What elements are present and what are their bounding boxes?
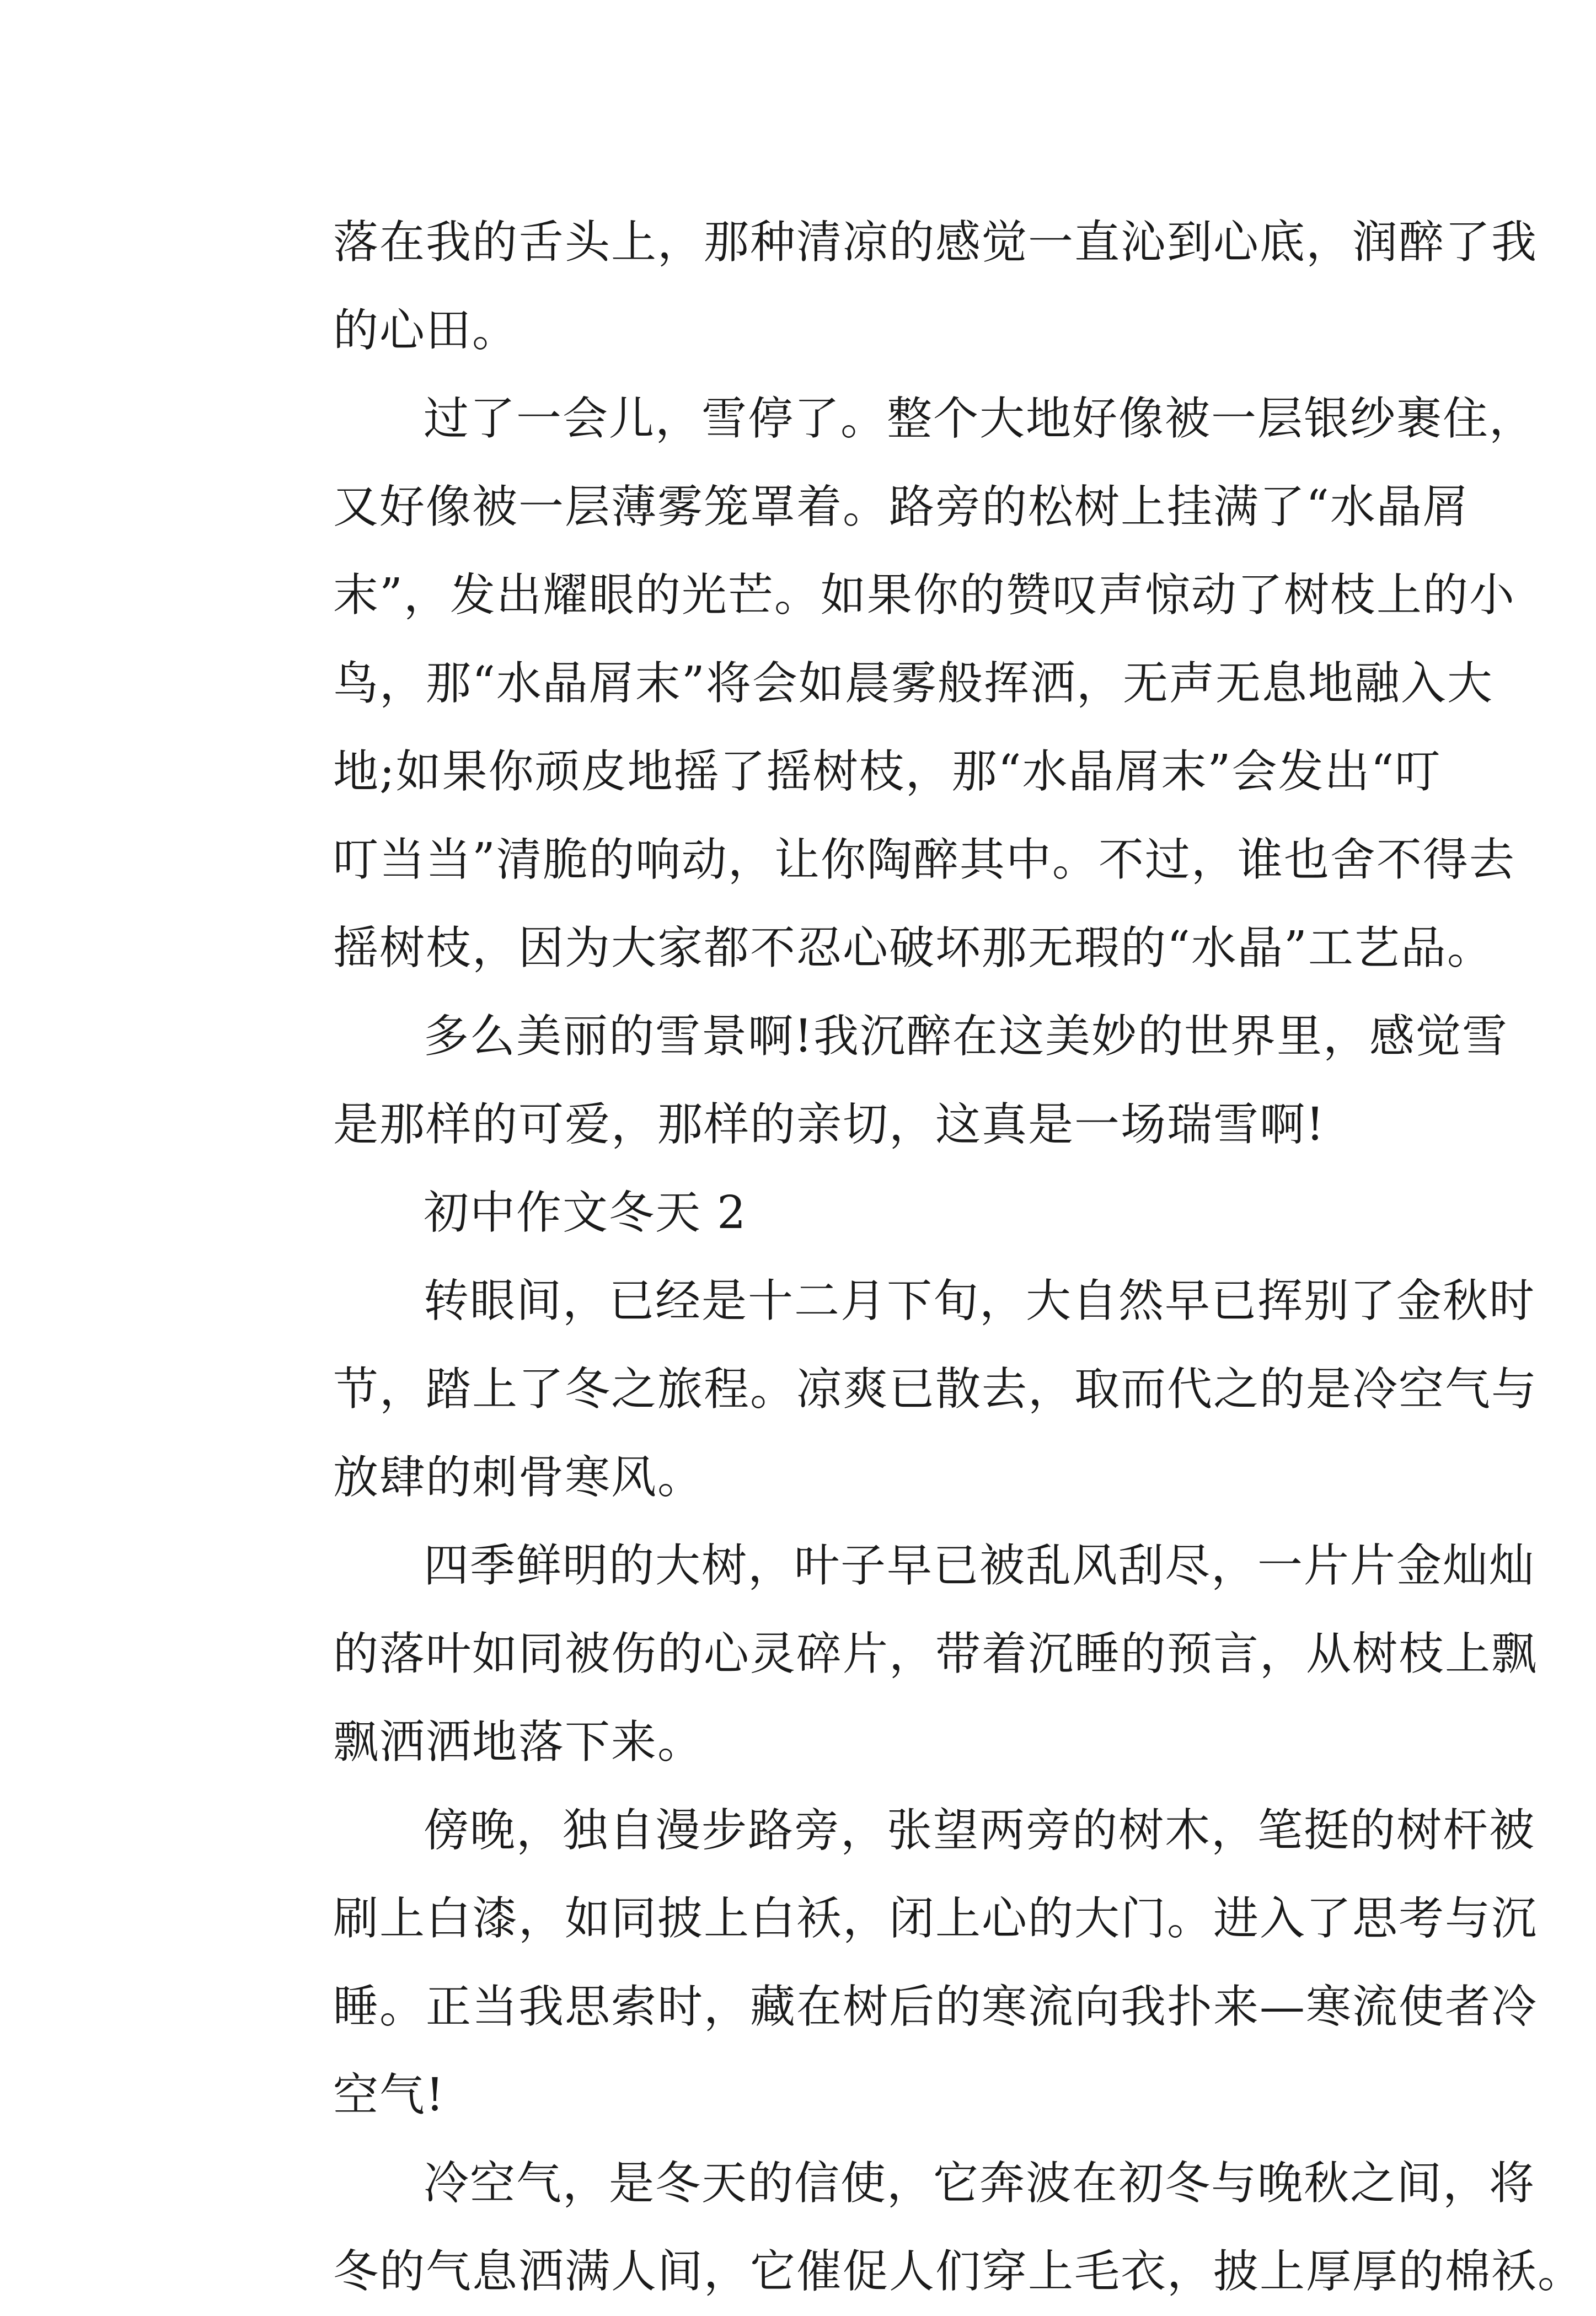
text-line: 地;如果你顽皮地摇了摇树枝，那“水晶屑末”会发出“叮 xyxy=(333,746,1442,798)
text-line: 叮当当”清脆的响动，让你陶醉其中。不过，谁也舍不得去 xyxy=(333,834,1515,886)
text-line: 过了一会儿，雪停了。整个大地好像被一层银纱裹住， xyxy=(424,393,1536,445)
text-line: 转眼间，已经是十二月下旬，大自然早已挥别了金秋时 xyxy=(424,1275,1536,1327)
text-line: 空气! xyxy=(333,2069,445,2121)
paragraph xyxy=(243,2140,1584,2316)
text-line: 多么美丽的雪景啊!我沉醉在这美妙的世界里，感觉雪 xyxy=(424,1010,1508,1063)
paragraph xyxy=(243,1257,1538,1522)
text-line: 又好像被一层薄雾笼罩着。路旁的松树上挂满了“水晶屑 xyxy=(333,481,1469,533)
text-line: 睡。正当我思索时，藏在树后的寒流向我扑来—寒流使者冷 xyxy=(333,1981,1538,2033)
text-line: 四季鲜明的大树，叶子早已被乱风刮尽，一片片金灿灿 xyxy=(424,1540,1536,1592)
text-line: 是那样的可爱，那样的亲切，这真是一场瑞雪啊! xyxy=(333,1098,1325,1151)
text-line: 鸟，那“水晶屑末”将会如晨雾般挥洒，无声无息地融入大 xyxy=(333,657,1493,710)
text-line: 冬的气息洒满人间，它催促人们穿上毛衣，披上厚厚的棉袄。 xyxy=(333,2245,1584,2298)
text-line: 初中作文冬天 2 xyxy=(424,1187,747,1239)
text-line: 落在我的舌头上，那种清凉的感觉一直沁到心底，润醉了我 xyxy=(333,216,1538,269)
text-line: 摇树枝，因为大家都不忍心破坏那无瑕的“水晶”工艺品。 xyxy=(333,922,1493,974)
text-line: 飘洒洒地落下来。 xyxy=(333,1716,704,1768)
paragraph xyxy=(243,199,1538,375)
paragraph xyxy=(243,1169,1368,1257)
text-line: 末”，发出耀眼的光芒。如果你的赞叹声惊动了树枝上的小 xyxy=(333,569,1515,621)
paragraph xyxy=(243,1787,1538,2140)
text-line: 放肆的刺骨寒风。 xyxy=(333,1451,704,1504)
text-line: 傍晚，独自漫步路旁，张望两旁的树木，笔挺的树杆被 xyxy=(424,1804,1536,1857)
paragraph xyxy=(243,1522,1538,1787)
paragraph xyxy=(243,993,1508,1169)
document-body xyxy=(243,199,1584,2316)
text-line: 的心田。 xyxy=(333,304,519,357)
text-line: 节，踏上了冬之旅程。凉爽已散去，取而代之的是冷空气与 xyxy=(333,1363,1538,1416)
text-line: 冷空气，是冬天的信使，它奔波在初冬与晚秋之间，将 xyxy=(424,2157,1536,2210)
text-line: 刷上白漆，如同披上白袄，闭上心的大门。进入了思考与沉 xyxy=(333,1893,1538,1945)
paragraph xyxy=(243,375,1536,993)
text-line: 的落叶如同被伤的心灵碎片，带着沉睡的预言，从树枝上飘 xyxy=(333,1628,1538,1680)
